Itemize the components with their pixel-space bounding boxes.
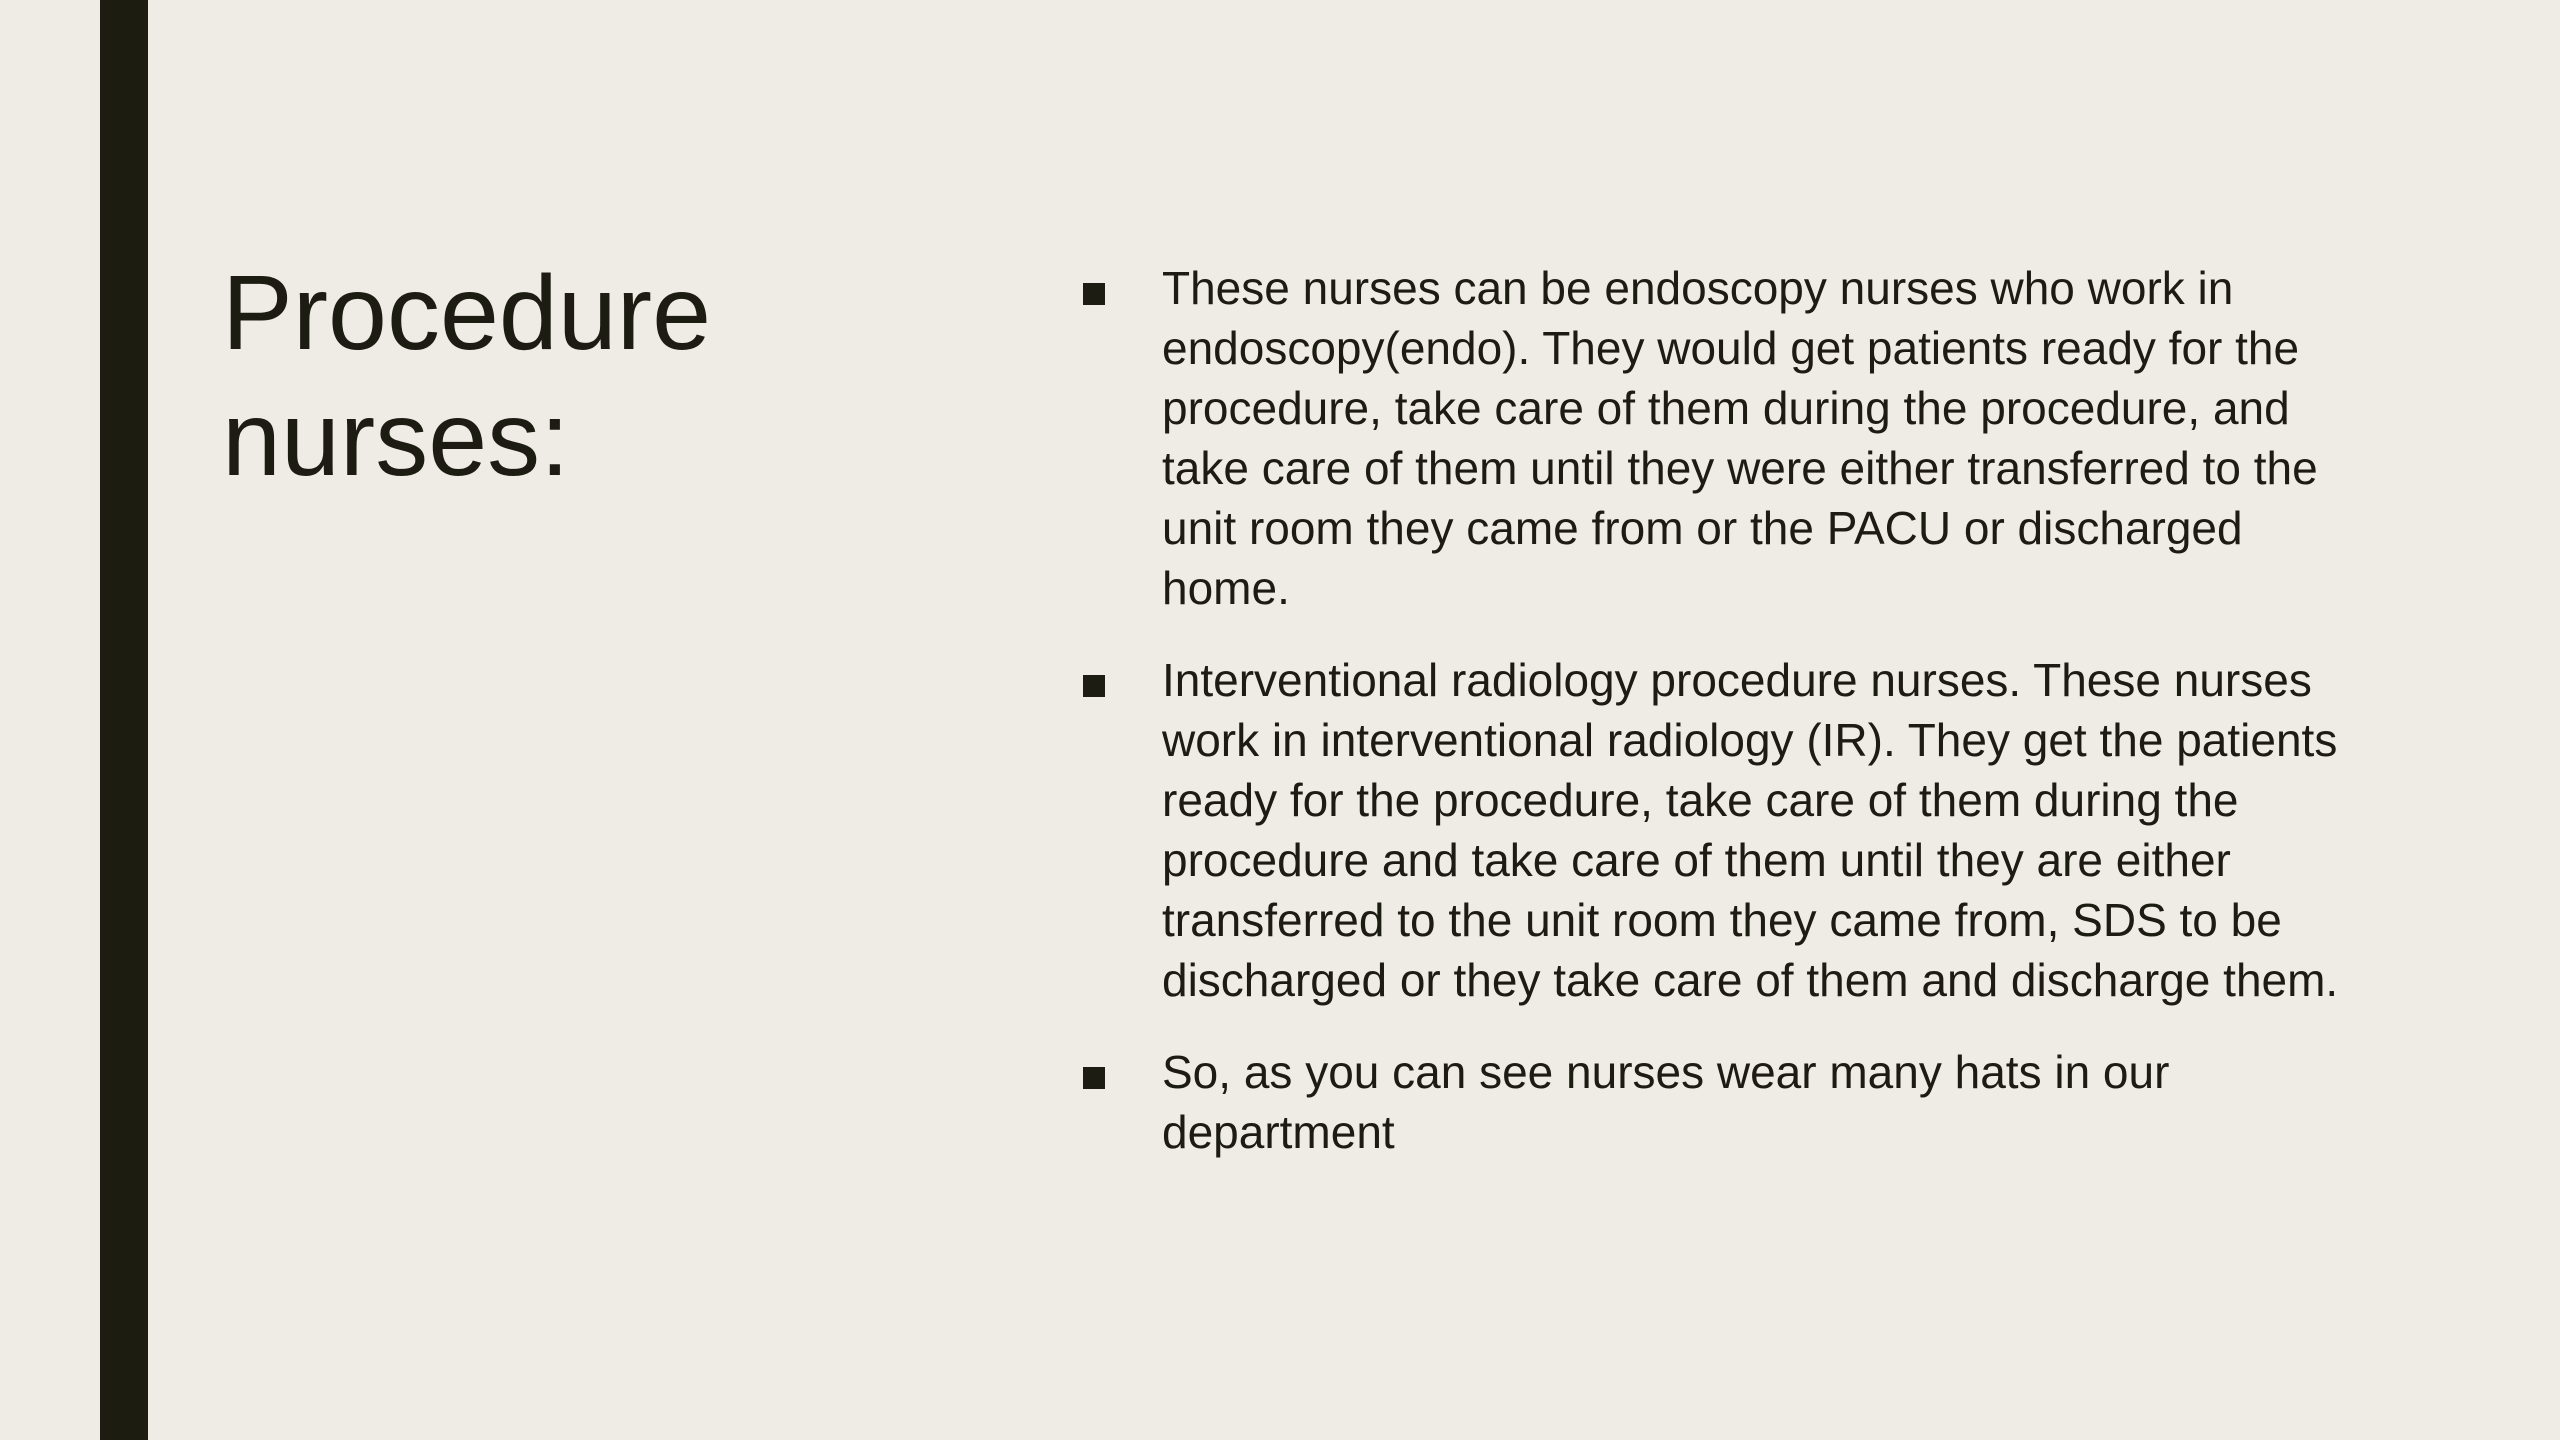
bullet-text: Interventional radiology procedure nurses. These nurses work in interventional radiology (IR). They get the patients ready for the procedure, take care of them during the procedure and take care of them until they are either transferred to the unit room they came from, SDS to be discharged or they take care of them and discharge them. [1162, 654, 2339, 1006]
square-bullet-icon [1083, 283, 1105, 305]
bullet-text: So, as you can see nurses wear many hats in our department [1162, 1046, 2170, 1158]
bullet-item [1080, 650, 2340, 1010]
bullet-list [1080, 258, 2340, 1194]
bullet-item [1080, 1042, 2340, 1162]
square-bullet-icon [1083, 1067, 1105, 1089]
slide-title: Procedure nurses: [222, 254, 712, 498]
square-bullet-icon [1083, 675, 1105, 697]
accent-bar [100, 0, 148, 1440]
bullet-text: These nurses can be endoscopy nurses who work in endoscopy(endo). They would get patients ready for the procedure, take care of them during the procedure, and take care of them until they were either transferred to the unit room they came from or the PACU or discharged home. [1162, 262, 2318, 614]
bullet-item [1080, 258, 2340, 618]
